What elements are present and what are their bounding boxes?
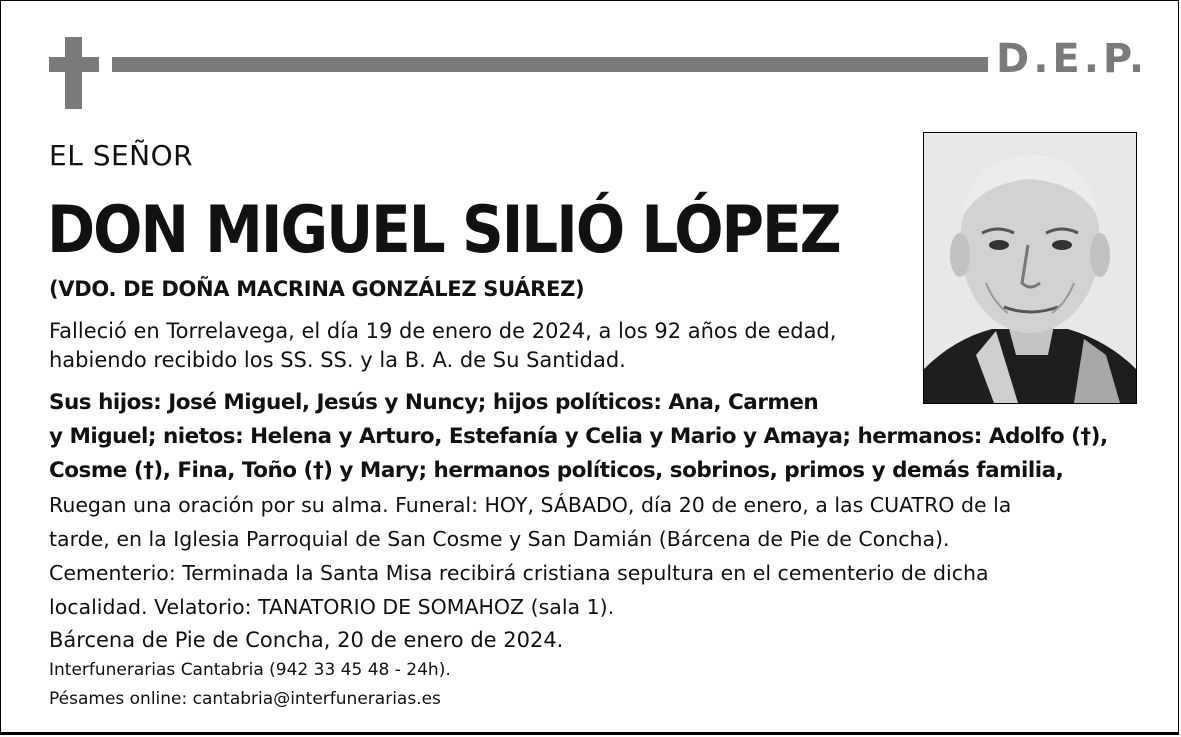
death-line: habiendo recibido los SS. SS. y la B. A. de Su Santidad. [49,348,626,372]
service-line: localidad. Velatorio: TANATORIO DE SOMAHOZ (sala 1). [49,595,615,619]
service-line: Cementerio: Terminada la Santa Misa recibirá cristiana sepultura en el cementerio de dicha [49,561,989,585]
condolences-email: Pésames online: cantabria@interfunerarias.es [49,689,441,709]
service-details [49,488,1011,624]
deceased-name: DON MIGUEL SILIÓ LÓPEZ [47,191,840,268]
widow-of: (VDO. DE DOÑA MACRINA GONZÁLEZ SUÁREZ) [49,277,585,301]
agency-info [49,656,451,714]
header-rule [112,57,988,72]
family-line: Sus hijos: José Miguel, Jesús y Nuncy; hijos políticos: Ana, Carmen [49,390,819,415]
family-line: y Miguel; nietos: Helena y Arturo, Estefanía y Celia y Mario y Amaya; hermanos: Adolfo (†), [49,424,1108,449]
portrait-photo [923,132,1137,404]
service-line: tarde, en la Iglesia Parroquial de San Cosme y San Damián (Bárcena de Pie de Concha). [49,527,950,551]
place-date: Bárcena de Pie de Concha, 20 de enero de 2024. [49,628,564,652]
service-line: Ruegan una oración por su alma. Funeral: HOY, SÁBADO, día 20 de enero, a las CUATRO de la [49,493,1012,517]
dep-label: D.E.P. [996,36,1149,82]
honorific: EL SEÑOR [49,139,194,172]
family-list [49,386,1108,488]
agency-phone: Interfunerarias Cantabria (942 33 45 48 - 24h). [49,660,451,680]
portrait-image [924,133,1136,403]
death-line: Falleció en Torrelavega, el día 19 de enero de 2024, a los 92 años de edad, [49,319,837,343]
death-details [49,317,836,375]
family-line: Cosme (†), Fina, Toño (†) y Mary; hermanos políticos, sobrinos, primos y demás familia, [49,458,1064,483]
cross-icon [49,37,99,109]
